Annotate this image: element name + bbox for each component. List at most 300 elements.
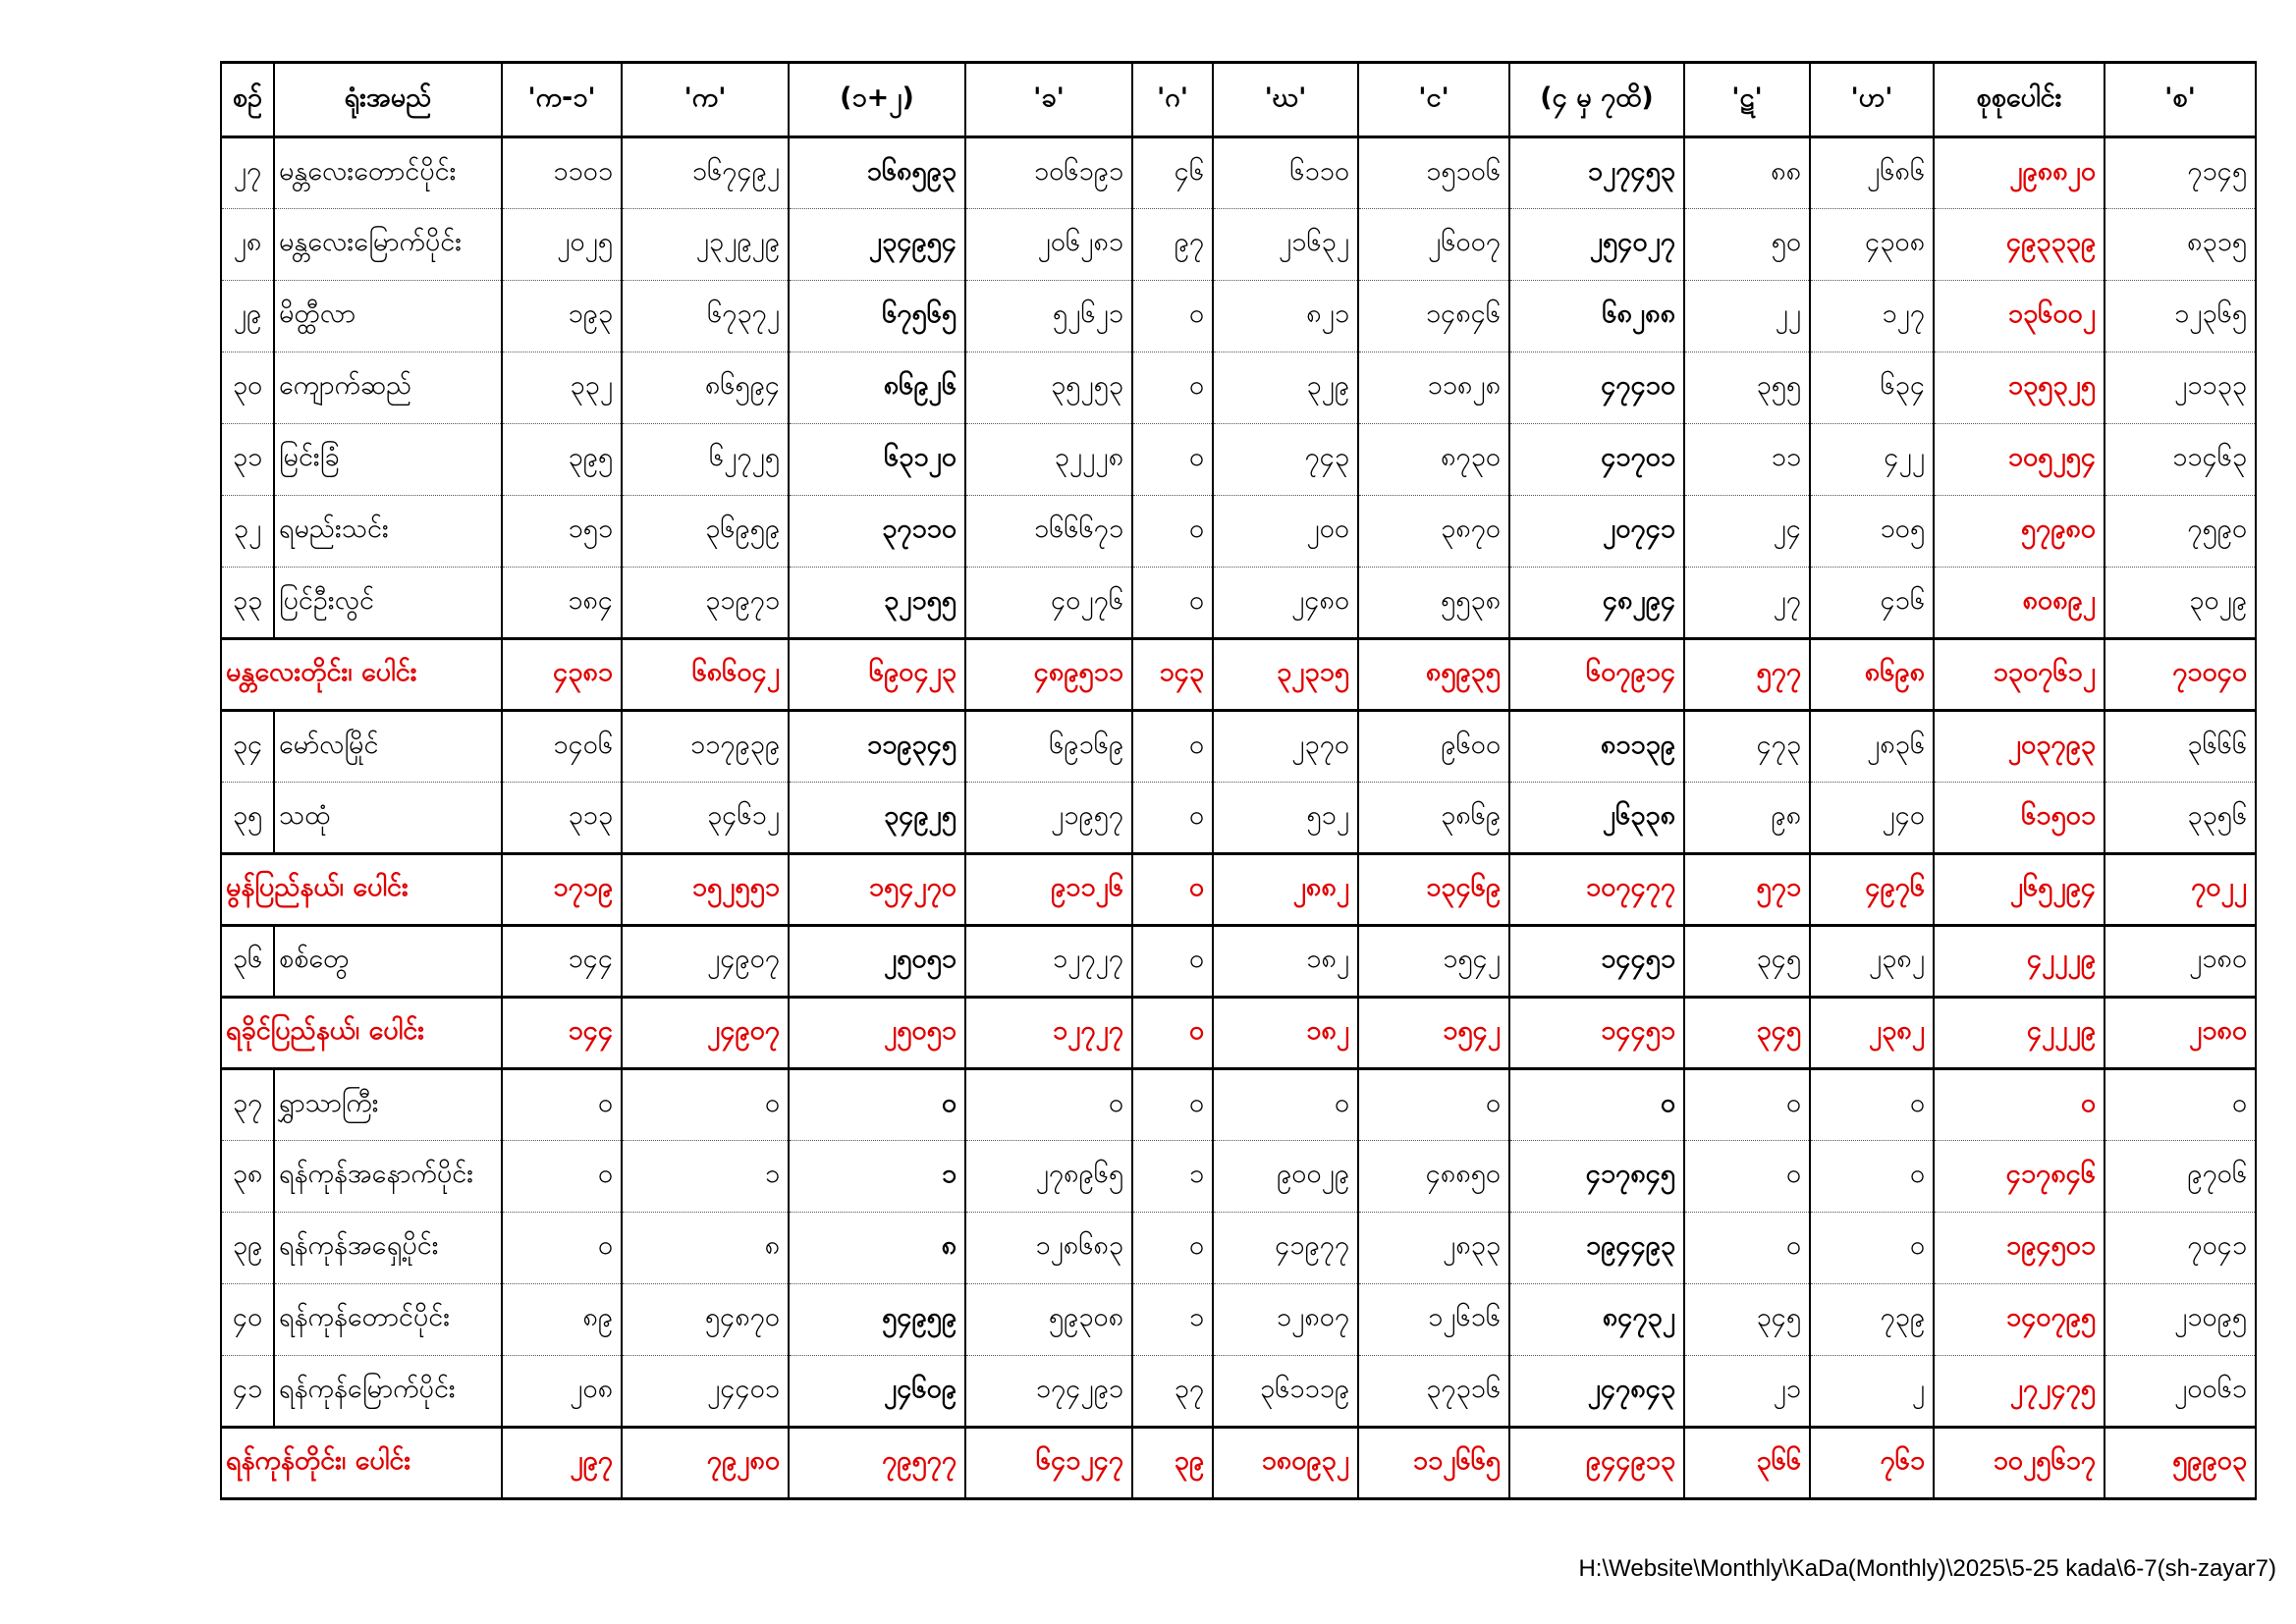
value-cell: ၂၄၄၀၁ (622, 1356, 789, 1428)
value-cell: ၁ (789, 1141, 965, 1213)
table-row (221, 568, 2256, 639)
value-cell: ၈၂၁ (1213, 281, 1358, 352)
office-name: စစ်တွေ (274, 926, 502, 998)
value-cell: ၁၅၄၂ (1358, 926, 1509, 998)
value-cell: ၁၉၄၅၀၁ (1934, 1213, 2105, 1284)
file-path-footer: H:\Website\Monthly\KaDa(Monthly)\2025\5-25 kada\6-7(sh-zayar7) (1578, 1555, 2276, 1582)
value-cell: ၁၂၆၁၆ (1358, 1284, 1509, 1356)
value-cell: ၂၃၂၉၂၉ (622, 209, 789, 281)
value-cell: ၆၃၁၂၀ (789, 424, 965, 496)
value-cell: ၅၄၉၅၉ (789, 1284, 965, 1356)
value-cell: ၂၀၂၅ (502, 209, 622, 281)
value-cell: ၈၆၉၂၆ (789, 352, 965, 424)
value-cell: ၈၃၁၅ (2105, 209, 2256, 281)
value-cell: ၉၈ (1684, 783, 1810, 854)
value-cell: ၀ (789, 1069, 965, 1141)
value-cell: ၈၈ (1684, 137, 1810, 209)
value-cell: ၃၁၃ (502, 783, 622, 854)
value-cell: ၁၂၇၂၇ (965, 926, 1132, 998)
value-cell: ၄၃၀၈ (1810, 209, 1934, 281)
value-cell: ၀ (1213, 1069, 1358, 1141)
value-cell: ၆၃၄ (1810, 352, 1934, 424)
value-cell: ၀ (1810, 1141, 1934, 1213)
value-cell: ၅၀ (1684, 209, 1810, 281)
value-cell: ၁၆၈၅၉၃ (789, 137, 965, 209)
value-cell: ၁၀၆၁၉၁ (965, 137, 1132, 209)
value-cell: ၁ (1132, 1284, 1213, 1356)
row-number: ၄၁ (221, 1356, 274, 1428)
value-cell: ၈၁၁၃၉ (1509, 711, 1684, 783)
office-name: ရန်ကုန်အနောက်ပိုင်း (274, 1141, 502, 1213)
value-cell: ၂၈၃၆ (1810, 711, 1934, 783)
value-cell: ၃၅၂၅၃ (965, 352, 1132, 424)
value-cell: ၃၂၂၂၈ (965, 424, 1132, 496)
value-cell: ၁၄၀၇၉၅ (1934, 1284, 2105, 1356)
value-cell: ၂၄၆၀၉ (789, 1356, 965, 1428)
value-cell: ၂၅၀၅၁ (789, 926, 965, 998)
value-cell: ၀ (502, 1213, 622, 1284)
table-row (221, 711, 2256, 783)
value-cell: ၂၈၃၃ (1358, 1213, 1509, 1284)
value-cell: ၈၄၇၃၂ (1509, 1284, 1684, 1356)
column-header: 'ဃ' (1213, 63, 1358, 137)
office-name: ရန်ကုန်မြောက်ပိုင်း (274, 1356, 502, 1428)
subtotal-label: မွန်ပြည်နယ်၊ ပေါင်း (221, 854, 502, 926)
subtotal-row (221, 854, 2256, 926)
value-cell: ၁၁၇၉၃၉ (622, 711, 789, 783)
value-cell: ၃၇ (1132, 1356, 1213, 1428)
value-cell: ၄၇၃ (1684, 711, 1810, 783)
value-cell: ၁၇၁၉ (502, 854, 622, 926)
value-cell: ၈၆၅၉၄ (622, 352, 789, 424)
value-cell: ၁၈၀၉၃၂ (1213, 1428, 1358, 1499)
header-row (221, 63, 2256, 137)
office-name: မြင်းခြံ (274, 424, 502, 496)
office-name: ရမည်းသင်း (274, 496, 502, 568)
value-cell: ၃၆၉၅၉ (622, 496, 789, 568)
value-cell: ၂၄၇၈၄၃ (1509, 1356, 1684, 1428)
value-cell: ၄၂၂၂၉ (1934, 998, 2105, 1069)
value-cell: ၄၁၇၈၄၆ (1934, 1141, 2105, 1213)
value-cell: ၃၇၃၁၆ (1358, 1356, 1509, 1428)
value-cell: ၂၉၇ (502, 1428, 622, 1499)
value-cell: ၀ (1684, 1069, 1810, 1141)
value-cell: ၁၀၅၂၅၄ (1934, 424, 2105, 496)
value-cell: ၅၇၉၈၀ (1934, 496, 2105, 568)
value-cell: ၆၂၇၂၅ (622, 424, 789, 496)
value-cell: ၄၀၂၇၆ (965, 568, 1132, 639)
value-cell: ၃၁၉၇၁ (622, 568, 789, 639)
report-sheet (220, 61, 2257, 1500)
value-cell: ၀ (1132, 1069, 1213, 1141)
value-cell: ၉၁၁၂၆ (965, 854, 1132, 926)
value-cell: ၃၄၅ (1684, 1284, 1810, 1356)
row-number: ၃၀ (221, 352, 274, 424)
value-cell: ၆၁၅၀၁ (1934, 783, 2105, 854)
table-body (221, 137, 2256, 1499)
value-cell: ၆၉၀၄၂၃ (789, 639, 965, 711)
value-cell: ၁၃၅၃၂၅ (1934, 352, 2105, 424)
value-cell: ၃၇၁၁၀ (789, 496, 965, 568)
value-cell: ၁၇၄၂၉၁ (965, 1356, 1132, 1428)
value-cell: ၃၄၅ (1684, 998, 1810, 1069)
row-number: ၃၉ (221, 1213, 274, 1284)
value-cell: ၂၃၇၀ (1213, 711, 1358, 783)
column-header: 'က' (622, 63, 789, 137)
value-cell: ၆၈၂၈၈ (1509, 281, 1684, 352)
value-cell: ၅၅၃၈ (1358, 568, 1509, 639)
value-cell: ၀ (1132, 998, 1213, 1069)
value-cell: ၃၉ (1132, 1428, 1213, 1499)
value-cell: ၁၅၄၂၇၀ (789, 854, 965, 926)
value-cell: ၅၉၉၀၃ (2105, 1428, 2256, 1499)
value-cell: ၃၀၂၉ (2105, 568, 2256, 639)
value-cell: ၂၁၈၀ (2105, 998, 2256, 1069)
value-cell: ၀ (1509, 1069, 1684, 1141)
value-cell: ၃၂၁၅၅ (789, 568, 965, 639)
row-number: ၃၃ (221, 568, 274, 639)
value-cell: ၅၇၇ (1684, 639, 1810, 711)
value-cell: ၁၁၉၃၄၅ (789, 711, 965, 783)
value-cell: ၁၄၃ (1132, 639, 1213, 711)
table-row (221, 1284, 2256, 1356)
value-cell: ၃၄၆၁၂ (622, 783, 789, 854)
value-cell: ၃၆၆၆ (2105, 711, 2256, 783)
value-cell: ၈ (789, 1213, 965, 1284)
value-cell: ၈၀၈၉၂ (1934, 568, 2105, 639)
value-cell: ၈ (622, 1213, 789, 1284)
value-cell: ၈၆၉၈ (1810, 639, 1934, 711)
value-cell: ၈၉ (502, 1284, 622, 1356)
value-cell: ၂၄၉၀၇ (622, 926, 789, 998)
value-cell: ၄၈၉၅၁၁ (965, 639, 1132, 711)
value-cell: ၆၁၁၀ (1213, 137, 1358, 209)
value-cell: ၂ (1810, 1356, 1934, 1428)
value-cell: ၂၀၆၂၈၁ (965, 209, 1132, 281)
value-cell: ၁၀၇၄၇၇ (1509, 854, 1684, 926)
value-cell: ၇၀၄၁ (2105, 1213, 2256, 1284)
value-cell: ၄၂၂၂၉ (1934, 926, 2105, 998)
value-cell: ၅၄၈၇၀ (622, 1284, 789, 1356)
row-number: ၂၇ (221, 137, 274, 209)
value-cell: ၁၅၁ (502, 496, 622, 568)
row-number: ၄၀ (221, 1284, 274, 1356)
value-cell: ၂၀၈ (502, 1356, 622, 1428)
value-cell: ၁၁၂၆၆၅ (1358, 1428, 1509, 1499)
value-cell: ၂၄၉၀၇ (622, 998, 789, 1069)
row-number: ၃၂ (221, 496, 274, 568)
value-cell: ၁၁၀၁ (502, 137, 622, 209)
value-cell: ၁၂၈၆၈၃ (965, 1213, 1132, 1284)
office-name: ကျောက်ဆည် (274, 352, 502, 424)
value-cell: ၃၉၅ (502, 424, 622, 496)
subtotal-label: ရခိုင်ပြည်နယ်၊ ပေါင်း (221, 998, 502, 1069)
row-number: ၂၈ (221, 209, 274, 281)
subtotal-row (221, 639, 2256, 711)
value-cell: ၂၆၃၃၈ (1509, 783, 1684, 854)
value-cell: ၁၄၄၅၁ (1509, 926, 1684, 998)
office-name: ရန်ကုန်အရှေ့ပိုင်း (274, 1213, 502, 1284)
value-cell: ၄၂၂ (1810, 424, 1934, 496)
value-cell: ၀ (1810, 1069, 1934, 1141)
value-cell: ၃၅၅ (1684, 352, 1810, 424)
value-cell: ၂၂ (1684, 281, 1810, 352)
value-cell: ၂၆၈၆ (1810, 137, 1934, 209)
value-cell: ၁၀၅ (1810, 496, 1934, 568)
table-row (221, 281, 2256, 352)
value-cell: ၇၉၅၇၇ (789, 1428, 965, 1499)
column-header: စုစုပေါင်း (1934, 63, 2105, 137)
value-cell: ၄၃၈၁ (502, 639, 622, 711)
value-cell: ၂၇၈၉၆၅ (965, 1141, 1132, 1213)
value-cell: ၆၉၁၆၉ (965, 711, 1132, 783)
value-cell: ၉၇ (1132, 209, 1213, 281)
value-cell: ၃၄၅ (1684, 926, 1810, 998)
value-cell: ၂၅၀၅၁ (789, 998, 965, 1069)
office-name: ရန်ကုန်တောင်ပိုင်း (274, 1284, 502, 1356)
value-cell: ၁၃၀၇၆၁၂ (1934, 639, 2105, 711)
value-cell: ၆၇၃၇၂ (622, 281, 789, 352)
value-cell: ၁၀၂၅၆၁၇ (1934, 1428, 2105, 1499)
value-cell: ၁၄၈၄၆ (1358, 281, 1509, 352)
column-header: 'င' (1358, 63, 1509, 137)
value-cell: ၆၄၁၂၄၇ (965, 1428, 1132, 1499)
row-number: ၃၄ (221, 711, 274, 783)
value-cell: ၂၃၄၉၅၄ (789, 209, 965, 281)
value-cell: ၆၇၅၆၅ (789, 281, 965, 352)
value-cell: ၂၄ (1684, 496, 1810, 568)
value-cell: ၂၉၈၈၂၀ (1934, 137, 2105, 209)
value-cell: ၂၆၅၂၉၄ (1934, 854, 2105, 926)
value-cell: ၃၂၃၁၅ (1213, 639, 1358, 711)
value-cell: ၁၅၂၅၅၁ (622, 854, 789, 926)
value-cell: ၂၀၇၄၁ (1509, 496, 1684, 568)
value-cell: ၂၇ (1684, 568, 1810, 639)
office-name: သထုံ (274, 783, 502, 854)
value-cell: ၁၅၁၀၆ (1358, 137, 1509, 209)
value-cell: ၃၈၇၀ (1358, 496, 1509, 568)
value-cell: ၂၃၈၂ (1810, 998, 1934, 1069)
value-cell: ၂၆၀၀၇ (1358, 209, 1509, 281)
value-cell: ၁၂၇၂၇ (965, 998, 1132, 1069)
value-cell: ၄၈၂၉၄ (1509, 568, 1684, 639)
value-cell: ၉၀၀၂၉ (1213, 1141, 1358, 1213)
value-cell: ၀ (1132, 496, 1213, 568)
value-cell: ၇၁၄၅ (2105, 137, 2256, 209)
value-cell: ၀ (1132, 352, 1213, 424)
value-cell: ၀ (965, 1069, 1132, 1141)
value-cell: ၇၉၂၈၀ (622, 1428, 789, 1499)
subtotal-row (221, 998, 2256, 1069)
value-cell: ၂၁၀၉၅ (2105, 1284, 2256, 1356)
value-cell: ၁၃၆၀၀၂ (1934, 281, 2105, 352)
value-cell: ၇၀၂၂ (2105, 854, 2256, 926)
value-cell: ၂၀၀ (1213, 496, 1358, 568)
value-cell: ၀ (502, 1069, 622, 1141)
value-cell: ၅၁၂ (1213, 783, 1358, 854)
value-cell: ၁၈၂ (1213, 998, 1358, 1069)
value-cell: ၄၆ (1132, 137, 1213, 209)
value-cell: ၂၃၈၂ (1810, 926, 1934, 998)
value-cell: ၀ (1684, 1213, 1810, 1284)
tax-collection-table (220, 61, 2257, 1500)
office-name: ပြင်ဦးလွင် (274, 568, 502, 639)
column-header: 'ဂ' (1132, 63, 1213, 137)
value-cell: ၂၈၈၂ (1213, 854, 1358, 926)
value-cell: ၄၁၆ (1810, 568, 1934, 639)
value-cell: ၀ (1132, 783, 1213, 854)
value-cell: ၀ (1132, 568, 1213, 639)
value-cell: ၂၁ (1684, 1356, 1810, 1428)
value-cell: ၁၃၄၆၉ (1358, 854, 1509, 926)
table-row (221, 1069, 2256, 1141)
value-cell: ၂၇၂၄၇၅ (1934, 1356, 2105, 1428)
value-cell: ၁၈၄ (502, 568, 622, 639)
value-cell: ၃၂၉ (1213, 352, 1358, 424)
value-cell: ၀ (502, 1141, 622, 1213)
value-cell: ၅၂၆၂၁ (965, 281, 1132, 352)
value-cell: ၃၆၁၁၁၉ (1213, 1356, 1358, 1428)
table-row (221, 352, 2256, 424)
value-cell: ၄၈၈၅၀ (1358, 1141, 1509, 1213)
row-number: ၃၆ (221, 926, 274, 998)
value-cell: ၁ (622, 1141, 789, 1213)
value-cell: ၆၈၆၀၄၂ (622, 639, 789, 711)
column-header: (၁+၂) (789, 63, 965, 137)
value-cell: ၂၁၆၃၂ (1213, 209, 1358, 281)
value-cell: ၉၆၀၀ (1358, 711, 1509, 783)
value-cell: ၁၅၄၂ (1358, 998, 1509, 1069)
value-cell: ၇၁၀၄၀ (2105, 639, 2256, 711)
value-cell: ၁၆၆၆၇၁ (965, 496, 1132, 568)
value-cell: ၄၉၇၆ (1810, 854, 1934, 926)
office-name: မန္တလေးမြောက်ပိုင်း (274, 209, 502, 281)
subtotal-label: ရန်ကုန်တိုင်း၊ ပေါင်း (221, 1428, 502, 1499)
value-cell: ၀ (1132, 281, 1213, 352)
value-cell: ၀ (1934, 1069, 2105, 1141)
value-cell: ၂၁၈၀ (2105, 926, 2256, 998)
column-header: 'စ' (2105, 63, 2256, 137)
value-cell: ၆၀၇၉၁၄ (1509, 639, 1684, 711)
value-cell: ၀ (1132, 926, 1213, 998)
value-cell: ၁၁၈၂၈ (1358, 352, 1509, 424)
subtotal-row (221, 1428, 2256, 1499)
value-cell: ၉၇၀၆ (2105, 1141, 2256, 1213)
table-row (221, 1141, 2256, 1213)
table-row (221, 1213, 2256, 1284)
value-cell: ၀ (1132, 854, 1213, 926)
value-cell: ၁၉၄၄၉၃ (1509, 1213, 1684, 1284)
row-number: ၃၇ (221, 1069, 274, 1141)
value-cell: ၂၅၄၀၂၇ (1509, 209, 1684, 281)
value-cell: ၀ (1132, 711, 1213, 783)
value-cell: ၂၀၃၇၉၃ (1934, 711, 2105, 783)
value-cell: ၇၆၁ (1810, 1428, 1934, 1499)
value-cell: ၂၄၀ (1810, 783, 1934, 854)
value-cell: ၃၃၅၆ (2105, 783, 2256, 854)
value-cell: ၉၄၄၉၁၃ (1509, 1428, 1684, 1499)
value-cell: ၀ (1810, 1213, 1934, 1284)
value-cell: ၃၃၂ (502, 352, 622, 424)
value-cell: ၀ (622, 1069, 789, 1141)
value-cell: ၃၆၆ (1684, 1428, 1810, 1499)
value-cell: ၇၅၉၀ (2105, 496, 2256, 568)
value-cell: ၄၁၇၈၄၅ (1509, 1141, 1684, 1213)
value-cell: ၄၇၄၁၀ (1509, 352, 1684, 424)
value-cell: ၄၉၃၃၃၉ (1934, 209, 2105, 281)
row-number: ၂၉ (221, 281, 274, 352)
office-name: မော်လမြိုင် (274, 711, 502, 783)
value-cell: ၃၄၉၂၅ (789, 783, 965, 854)
value-cell: ၁၂၃၆၅ (2105, 281, 2256, 352)
value-cell: ၇၄၃ (1213, 424, 1358, 496)
value-cell: ၁၄၄၅၁ (1509, 998, 1684, 1069)
value-cell: ၄၁၉၇၇ (1213, 1213, 1358, 1284)
value-cell: ၀ (1358, 1069, 1509, 1141)
table-row (221, 424, 2256, 496)
value-cell: ၁၈၂ (1213, 926, 1358, 998)
value-cell: ၂၁၉၅၇ (965, 783, 1132, 854)
value-cell: ၁၄၄ (502, 998, 622, 1069)
column-header: ရုံးအမည် (274, 63, 502, 137)
row-number: ၃၈ (221, 1141, 274, 1213)
value-cell: ၈၅၉၃၅ (1358, 639, 1509, 711)
value-cell: ၀ (1132, 1213, 1213, 1284)
row-number: ၃၁ (221, 424, 274, 496)
column-header: 'ဋ' (1684, 63, 1810, 137)
value-cell: ၂၁၁၃၃ (2105, 352, 2256, 424)
value-cell: ၂၀၀၆၁ (2105, 1356, 2256, 1428)
value-cell: ၁၂၇ (1810, 281, 1934, 352)
value-cell: ၅၉၃၀၈ (965, 1284, 1132, 1356)
value-cell: ၅၇၁ (1684, 854, 1810, 926)
table-row (221, 496, 2256, 568)
value-cell: ၁၂၈၀၇ (1213, 1284, 1358, 1356)
value-cell: ၁၄၄ (502, 926, 622, 998)
value-cell: ၇၃၉ (1810, 1284, 1934, 1356)
value-cell: ၁၁ (1684, 424, 1810, 496)
table-row (221, 209, 2256, 281)
value-cell: ၁၂၇၄၅၃ (1509, 137, 1684, 209)
table-row (221, 137, 2256, 209)
table-row (221, 1356, 2256, 1428)
column-header: 'က-၁' (502, 63, 622, 137)
row-number: ၃၅ (221, 783, 274, 854)
office-name: ရွှာသာကြီး (274, 1069, 502, 1141)
column-header: (၄ မှ ၇ထိ) (1509, 63, 1684, 137)
value-cell: ၁၁၄၆၃ (2105, 424, 2256, 496)
value-cell: ၁၄၀၆ (502, 711, 622, 783)
office-name: မိတ္ထီလာ (274, 281, 502, 352)
column-header: စဉ် (221, 63, 274, 137)
value-cell: ၈၇၃၀ (1358, 424, 1509, 496)
value-cell: ၂၄၈၀ (1213, 568, 1358, 639)
value-cell: ၀ (1684, 1141, 1810, 1213)
value-cell: ၁၆၇၄၉၂ (622, 137, 789, 209)
office-name: မန္တလေးတောင်ပိုင်း (274, 137, 502, 209)
value-cell: ၁၉၃ (502, 281, 622, 352)
table-row (221, 926, 2256, 998)
table-row (221, 783, 2256, 854)
value-cell: ၄၁၇၀၁ (1509, 424, 1684, 496)
column-header: 'ခ' (965, 63, 1132, 137)
value-cell: ၁ (1132, 1141, 1213, 1213)
value-cell: ၀ (2105, 1069, 2256, 1141)
subtotal-label: မန္တလေးတိုင်း၊ ပေါင်း (221, 639, 502, 711)
column-header: 'ဟ' (1810, 63, 1934, 137)
value-cell: ၃၈၆၉ (1358, 783, 1509, 854)
value-cell: ၀ (1132, 424, 1213, 496)
